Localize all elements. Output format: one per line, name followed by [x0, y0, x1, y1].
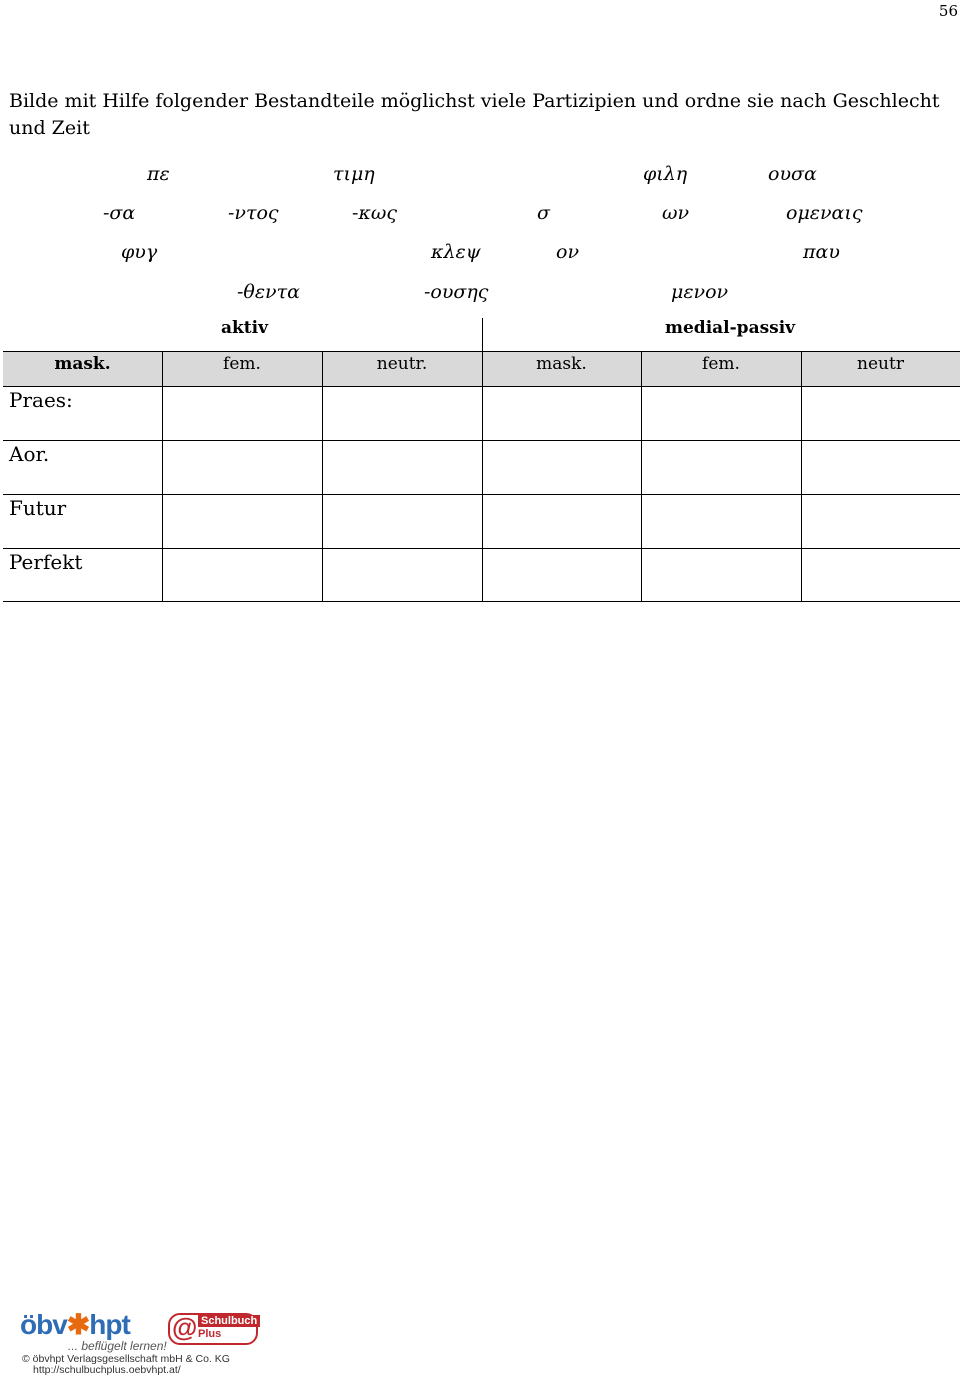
fragment: -ντος [228, 202, 279, 224]
fragment: -ουσης [424, 281, 489, 303]
fragment: τιμη [333, 163, 375, 185]
logo-text-hpt: hpt [89, 1309, 130, 1340]
page-number: 56 [938, 2, 958, 20]
column-header: neutr. [376, 354, 428, 374]
logo-star-icon: ✱ [66, 1309, 90, 1340]
fragment: -σα [103, 202, 136, 224]
badge-label: Plus [198, 1328, 222, 1340]
at-icon: @ [172, 1312, 198, 1342]
fragment: φιλη [643, 163, 688, 185]
participle-table [3, 318, 960, 603]
row-label-praesens: Praes: [9, 388, 73, 412]
schulbuch-plus-badge [168, 1313, 258, 1345]
table-rule [801, 351, 802, 602]
fragment: -κως [352, 202, 398, 224]
table-rule [482, 318, 483, 602]
instruction-text: Bilde mit Hilfe folgender Bestandteile möglichst viele Partizipien und ordne sie nach Geschlecht und Zeit [9, 90, 940, 139]
fragment: παυ [803, 241, 840, 263]
publisher-logo [20, 1308, 130, 1341]
badge-label: Schulbuch [198, 1315, 260, 1327]
group-label-medial-passiv: medial-passiv [665, 318, 796, 338]
fragment: ων [662, 202, 690, 224]
fragment: σ [537, 202, 550, 224]
logo-tagline: ... beflügelt lernen! [68, 1339, 167, 1353]
column-header: mask. [536, 354, 587, 374]
fragment: κλεψ [431, 241, 481, 263]
fragment: πε [147, 163, 170, 185]
fragment: μενον [671, 281, 729, 303]
table-rule [641, 351, 642, 602]
fragment: ον [556, 241, 579, 263]
column-header: mask. [54, 354, 111, 374]
column-header: fem. [223, 354, 261, 374]
row-label-aorist: Aor. [9, 442, 50, 466]
copyright-text: © öbvhpt Verlagsgesellschaft mbH & Co. KG [22, 1353, 230, 1365]
fragment: ουσα [768, 163, 817, 185]
fragment: φυγ [121, 241, 158, 263]
column-header: fem. [702, 354, 740, 374]
fragment: ομεναις [786, 202, 863, 224]
column-header: neutr [857, 354, 904, 374]
group-label-aktiv: aktiv [221, 318, 268, 338]
fragment: -θεντα [237, 281, 300, 303]
table-rule [322, 351, 323, 602]
footer-url: http://schulbuchplus.oebvhpt.at/ [33, 1364, 181, 1376]
logo-text-obv: öbv [20, 1309, 67, 1340]
table-rule [162, 351, 163, 602]
row-label-perfekt: Perfekt [9, 550, 83, 574]
row-label-futur: Futur [9, 496, 67, 520]
